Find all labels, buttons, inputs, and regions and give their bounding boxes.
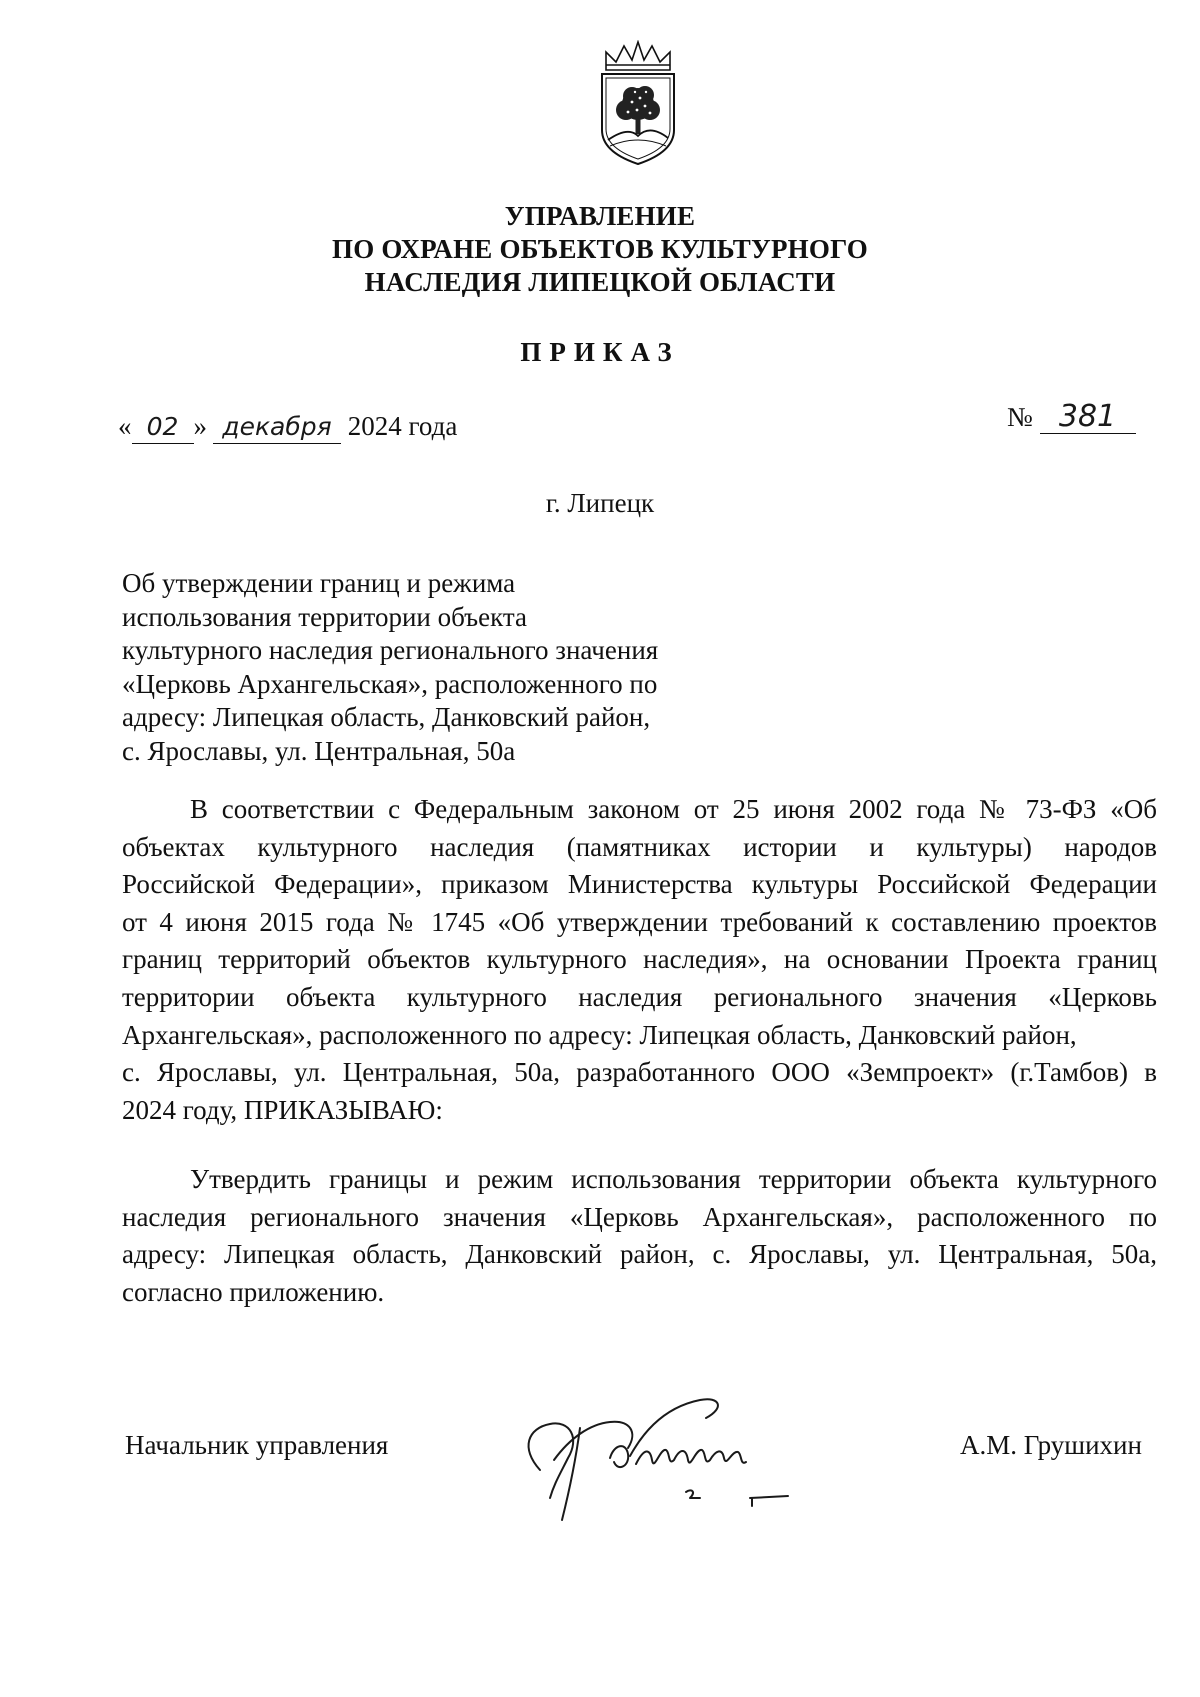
- paragraph-line: от 4 июня 2015 года № 1745 «Об утверждении требований к составлению проектов: [122, 906, 1157, 937]
- order-paragraph: [122, 1161, 1157, 1311]
- subject-line: с. Ярославы, ул. Центральная, 50а: [122, 735, 516, 766]
- subject-line: адресу: Липецкая область, Данковский район,: [122, 702, 651, 732]
- subject-line: Об утверждении границ и режима: [122, 568, 516, 598]
- paragraph-line: объектах культурного наследия (памятниках истории и культуры) народов: [122, 831, 1157, 862]
- paragraph-line: границ территорий объектов культурного наследия», на основании Проекта границ: [122, 944, 1157, 975]
- subject-line: культурного наследия регионального значения: [122, 635, 659, 665]
- date-open-quote: «: [118, 411, 132, 441]
- signer-position: Начальник управления: [125, 1430, 389, 1460]
- paragraph-line: с. Ярославы, ул. Центральная, 50а, разработанного ООО «Земпроект» (г.Тамбов) в: [122, 1057, 1157, 1088]
- paragraph-line: Утвердить границы и режим использования территории объекта культурного: [190, 1164, 1157, 1194]
- handwritten-signature-icon: [510, 1388, 850, 1528]
- date-month: декабря: [213, 410, 341, 444]
- document-number: [1007, 400, 1136, 434]
- paragraph-line: территории объекта культурного наследия регионального значения «Церковь: [122, 981, 1157, 1012]
- order-subject: [122, 567, 702, 768]
- paragraph-line: В соответствии с Федеральным законом от 25 июня 2002 года № 73-ФЗ «Об: [190, 794, 1157, 824]
- date-close-quote: »: [193, 411, 207, 441]
- paragraph-line: 2024 году, ПРИКАЗЫВАЮ:: [122, 1094, 443, 1125]
- paragraph-line: Российской Федерации», приказом Министерства культуры Российской Федерации: [122, 869, 1157, 900]
- paragraph-line: согласно приложению.: [122, 1276, 385, 1307]
- organization-name-line-1: УПРАВЛЕНИЕ: [504, 201, 696, 231]
- document-date: [118, 410, 457, 444]
- city-name: г. Липецк: [545, 488, 655, 518]
- signer-name: А.М. Грушихин: [960, 1430, 1142, 1460]
- preamble-paragraph: [122, 791, 1157, 1129]
- paragraph-line: адресу: Липецкая область, Данковский район, с. Ярославы, ул. Центральная, 50а,: [122, 1239, 1157, 1270]
- organization-name-line-3: НАСЛЕДИЯ ЛИПЕЦКОЙ ОБЛАСТИ: [364, 267, 836, 297]
- number-value: 381: [1040, 400, 1136, 434]
- date-year: 2024 года: [347, 411, 458, 441]
- document-type-title: ПРИКАЗ: [520, 337, 680, 367]
- coat-of-arms-icon: [588, 40, 688, 168]
- paragraph-line: Архангельская», расположенного по адресу: Липецкая область, Данковский район,: [122, 1019, 1077, 1050]
- organization-name-line-2: ПО ОХРАНЕ ОБЪЕКТОВ КУЛЬТУРНОГО: [332, 234, 868, 264]
- paragraph-line: наследия регионального значения «Церковь Архангельская», расположенного по: [122, 1201, 1157, 1232]
- subject-line: использования территории объекта: [122, 601, 527, 632]
- subject-line: «Церковь Архангельская», расположенного по: [122, 668, 658, 699]
- date-day: 02: [132, 410, 194, 444]
- number-sign: №: [1007, 402, 1033, 432]
